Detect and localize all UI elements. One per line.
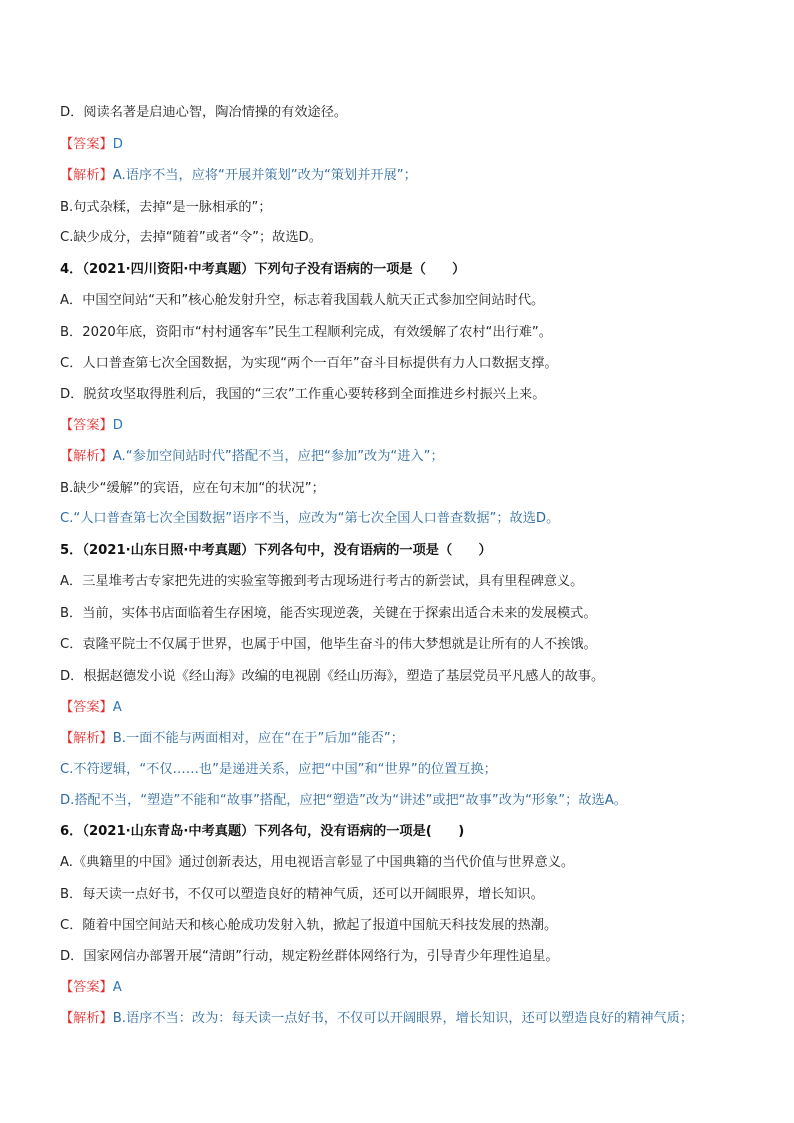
explanation-line	[60, 166, 744, 186]
line-text: 4．（2021·四川资阳·中考真题）下列句子没有语病的一项是（ ）	[60, 262, 466, 277]
option-line	[60, 853, 744, 873]
option-line	[60, 323, 744, 343]
question-stem	[60, 260, 744, 280]
line-text: D.搭配不当，“塑造”不能和“故事”搭配，应把“塑造”改为“讲述”或把“故事”改为“形象”；故选A。	[60, 793, 627, 808]
option-line	[60, 885, 744, 905]
line-text: C．袁隆平院士不仅属于世界，也属于中国，他毕生奋斗的伟大梦想就是让所有的人不挨饿。	[60, 637, 597, 652]
line-text: 6．（2021·山东青岛·中考真题）下列各句，没有语病的一项是( )	[60, 824, 465, 839]
line-text: A．三星堆考古专家把先进的实验室等搬到考古现场进行考古的新尝试，具有里程碑意义。	[60, 574, 584, 589]
line-text: D．根据赵德发小说《经山海》改编的电视剧《经山历海》，塑造了基层党员平凡感人的故事。	[60, 669, 605, 684]
line-text: B.句式杂糅，去掉“是一脉相承的”；	[60, 200, 272, 215]
explanation-continuation	[60, 760, 744, 780]
line-text: A.语序不当，应将“开展并策划”改为“策划并开展”；	[112, 168, 417, 183]
line-text: D．阅读名著是启迪心智，陶冶情操的有效途径。	[60, 105, 348, 120]
option-line	[60, 635, 744, 655]
option-line	[60, 103, 744, 123]
line-text: 5．（2021·山东日照·中考真题）下列各句中，没有语病的一项是（ ）	[60, 543, 492, 558]
option-line	[60, 291, 744, 311]
line-text: C.不符逻辑，“不仅……也”是递进关系，应把“中国”和“世界”的位置互换；	[60, 762, 497, 777]
line-text: B.一面不能与两面相对，应在“在于”后加“能否”；	[112, 731, 404, 746]
line-text: C．随着中国空间站天和核心舱成功发射入轨，掀起了报道中国航天科技发展的热潮。	[60, 918, 558, 933]
option-line	[60, 572, 744, 592]
line-text: C.缺少成分，去掉“随着”或者“令”；故选D。	[60, 230, 322, 245]
option-line	[60, 947, 744, 967]
line-text: B.缺少“缓解”的宾语，应在句末加“的状况”；	[60, 481, 325, 496]
line-text: A.“参加空间站时代”搭配不当，应把“参加”改为“进入”；	[112, 449, 444, 464]
explanation-continuation	[60, 228, 744, 248]
line-text: A	[112, 700, 122, 715]
explanation-continuation	[60, 509, 744, 529]
explanation-line	[60, 729, 744, 749]
explanation-tag: 【解析】	[60, 449, 113, 464]
line-text: D．脱贫攻坚取得胜利后，我国的“三农”工作重心要转移到全面推进乡村振兴上来。	[60, 387, 546, 402]
answer-tag: 【答案】	[60, 980, 113, 995]
explanation-line	[60, 1009, 744, 1029]
option-line	[60, 916, 744, 936]
line-text: B．2020年底，资阳市“村村通客车”民生工程顺利完成，有效缓解了农村“出行难”。	[60, 325, 552, 340]
explanation-tag: 【解析】	[60, 168, 113, 183]
line-text: A	[112, 980, 122, 995]
line-text: B．每天读一点好书，不仅可以塑造良好的精神气质，还可以开阔眼界，增长知识。	[60, 887, 544, 902]
line-text: D	[112, 418, 123, 433]
question-stem	[60, 541, 744, 561]
answer-line	[60, 978, 744, 998]
explanation-continuation	[60, 479, 744, 499]
explanation-line	[60, 447, 744, 467]
line-text: B．当前，实体书店面临着生存困境，能否实现逆袭，关键在于探索出适合未来的发展模式。	[60, 606, 597, 621]
line-text: A．中国空间站“天和”核心舱发射升空，标志着我国载人航天正式参加空间站时代。	[60, 293, 545, 308]
answer-tag: 【答案】	[60, 137, 113, 152]
answer-tag: 【答案】	[60, 418, 113, 433]
option-line	[60, 604, 744, 624]
explanation-continuation	[60, 198, 744, 218]
line-text: C.“人口普查第七次全国数据”语序不当，应改为“第七次全国人口普查数据”；故选D。	[60, 511, 560, 526]
option-line	[60, 667, 744, 687]
explanation-continuation	[60, 791, 744, 811]
explanation-tag: 【解析】	[60, 731, 113, 746]
line-text: C．人口普查第七次全国数据，为实现“两个一百年”奋斗目标提供有力人口数据支撑。	[60, 356, 558, 371]
line-text: D	[112, 137, 123, 152]
line-text: D．国家网信办部署开展“清朗”行动，规定粉丝群体网络行为，引导青少年理性追星。	[60, 949, 559, 964]
question-stem	[60, 822, 744, 842]
option-line	[60, 385, 744, 405]
line-text: A.《典籍里的中国》通过创新表达，用电视语言彰显了中国典籍的当代价值与世界意义。	[60, 855, 575, 870]
line-text: B.语序不当：改为：每天读一点好书，不仅可以开阔眼界，增长知识，还可以塑造良好的精神气质；	[112, 1011, 694, 1026]
answer-line	[60, 416, 744, 436]
answer-tag: 【答案】	[60, 700, 113, 715]
answer-line	[60, 698, 744, 718]
option-line	[60, 354, 744, 374]
explanation-tag: 【解析】	[60, 1011, 113, 1026]
answer-line	[60, 135, 744, 155]
